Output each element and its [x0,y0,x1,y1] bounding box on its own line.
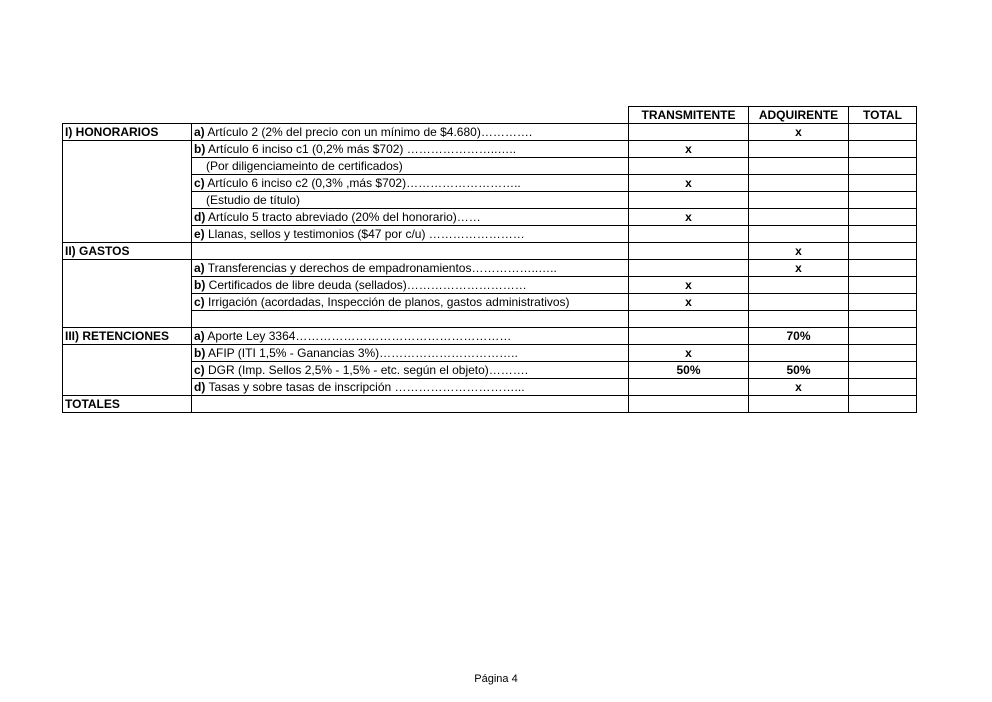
row-description [192,209,629,226]
row-letter: d) [194,380,206,394]
cell-transmitente [629,192,749,209]
row-text: AFIP (ITI 1,5% - Ganancias 3%)…………………………….. [205,346,518,360]
cell-transmitente: 50% [629,362,749,379]
row-description [192,243,629,260]
row-text: Artículo 2 (2% del precio con un mínimo de $4.680)…………. [204,125,533,139]
row-letter: a) [194,329,205,343]
row-letter: b) [194,346,206,360]
row-description [192,260,629,277]
table-row [63,175,917,192]
row-description [192,158,629,175]
cell-transmitente [629,124,749,141]
cell-transmitente [629,379,749,396]
cell-transmitente: x [629,175,749,192]
cell-transmitente: x [629,294,749,311]
row-description [192,192,629,209]
table-row [63,328,917,345]
page-number: Página 4 [474,673,518,685]
cell-total [849,226,917,243]
cell-total [849,124,917,141]
row-letter: c) [194,176,205,190]
row-description [192,226,629,243]
table-row [63,141,917,158]
cell-adquirente: 50% [749,362,849,379]
table-row [63,209,917,226]
cell-adquirente [749,158,849,175]
row-letter: d) [194,210,206,224]
row-description [192,345,629,362]
section-gastos: II) GASTOS [63,243,192,260]
row-text: Transferencias y derechos de empadronamientos……………..….. [204,261,557,275]
cell-transmitente [629,243,749,260]
row-letter: a) [194,125,205,139]
cell-transmitente [629,311,749,328]
cell-adquirente: x [749,243,849,260]
cell-adquirente [749,277,849,294]
row-description [192,294,629,311]
cell-total [849,175,917,192]
cell-total [849,243,917,260]
cell-transmitente [629,158,749,175]
table-row [63,158,917,175]
cell-total [849,311,917,328]
row-letter: a) [194,261,205,275]
row-text: Tasas y sobre tasas de inscripción …………………………... [205,380,525,394]
cell-adquirente: x [749,124,849,141]
cell-adquirente [749,396,849,413]
cell-transmitente: x [629,209,749,226]
cell-total [849,158,917,175]
table-row [63,124,917,141]
cell-adquirente [749,209,849,226]
table-row [63,226,917,243]
row-description [192,175,629,192]
cell-transmitente: x [629,345,749,362]
cell-transmitente: x [629,277,749,294]
cell-total [849,192,917,209]
cell-transmitente [629,328,749,345]
cell-adquirente: 70% [749,328,849,345]
fee-table [62,106,917,413]
row-description [192,277,629,294]
row-description [192,379,629,396]
row-letter: b) [194,278,206,292]
row-letter: c) [194,363,205,377]
row-text: Aporte Ley 3364……………………………………………… [204,329,512,343]
row-text: Artículo 6 inciso c1 (0,2% más $702) …………………..….. [205,142,517,156]
table-row [63,345,917,362]
cell-adquirente [749,175,849,192]
row-description [192,328,629,345]
table-row [63,243,917,260]
row-description [192,362,629,379]
cell-transmitente [629,226,749,243]
table-row [63,192,917,209]
cell-adquirente [749,311,849,328]
row-text: (Por diligenciameinto de certificados) [206,159,403,173]
section-retenciones: III) RETENCIONES [63,328,192,345]
cell-total [849,396,917,413]
row-text: Irrigación (acordadas, Inspección de planos, gastos administrativos) [204,295,570,309]
cell-total [849,345,917,362]
row-text: Certificados de libre deuda (sellados)………………………… [205,278,527,292]
table-row [63,260,917,277]
row-letter: b) [194,142,206,156]
totals-row [63,396,917,413]
cell-transmitente: x [629,141,749,158]
table-row [63,362,917,379]
header-adquirente: ADQUIRENTE [749,107,849,124]
row-text: Artículo 6 inciso c2 (0,3% ,más $702)……………………….. [204,176,521,190]
row-letter: c) [194,295,205,309]
cell-transmitente [629,260,749,277]
cell-adquirente: x [749,379,849,396]
section-totales: TOTALES [63,396,192,413]
cell-total [849,209,917,226]
cell-adquirente: x [749,260,849,277]
row-text: Llanas, sellos y testimonios ($47 por c/u) …………………… [204,227,525,241]
cell-adquirente [749,294,849,311]
cell-total [849,294,917,311]
header-transmitente: TRANSMITENTE [629,107,749,124]
row-text: DGR (Imp. Sellos 2,5% - 1,5% - etc. según el objeto)………. [204,363,529,377]
cell-adquirente [749,226,849,243]
table-row [63,294,917,311]
cell-adquirente [749,192,849,209]
section-honorarios: I) HONORARIOS [63,124,192,141]
cell-total [849,328,917,345]
row-text: Artículo 5 tracto abreviado (20% del honorario)…… [205,210,481,224]
cell-adquirente [749,345,849,362]
row-letter: e) [194,227,205,241]
cell-adquirente [749,141,849,158]
table-row [63,277,917,294]
row-description [192,311,629,328]
row-description [192,396,629,413]
row-description [192,141,629,158]
table-header-row [63,107,917,124]
cell-total [849,260,917,277]
row-description [192,124,629,141]
cell-total [849,362,917,379]
cell-total [849,379,917,396]
table-row [63,379,917,396]
row-text: (Estudio de título) [206,193,301,207]
table-row [63,311,917,328]
cell-total [849,141,917,158]
header-total: TOTAL [849,107,917,124]
cell-total [849,277,917,294]
cell-transmitente [629,396,749,413]
